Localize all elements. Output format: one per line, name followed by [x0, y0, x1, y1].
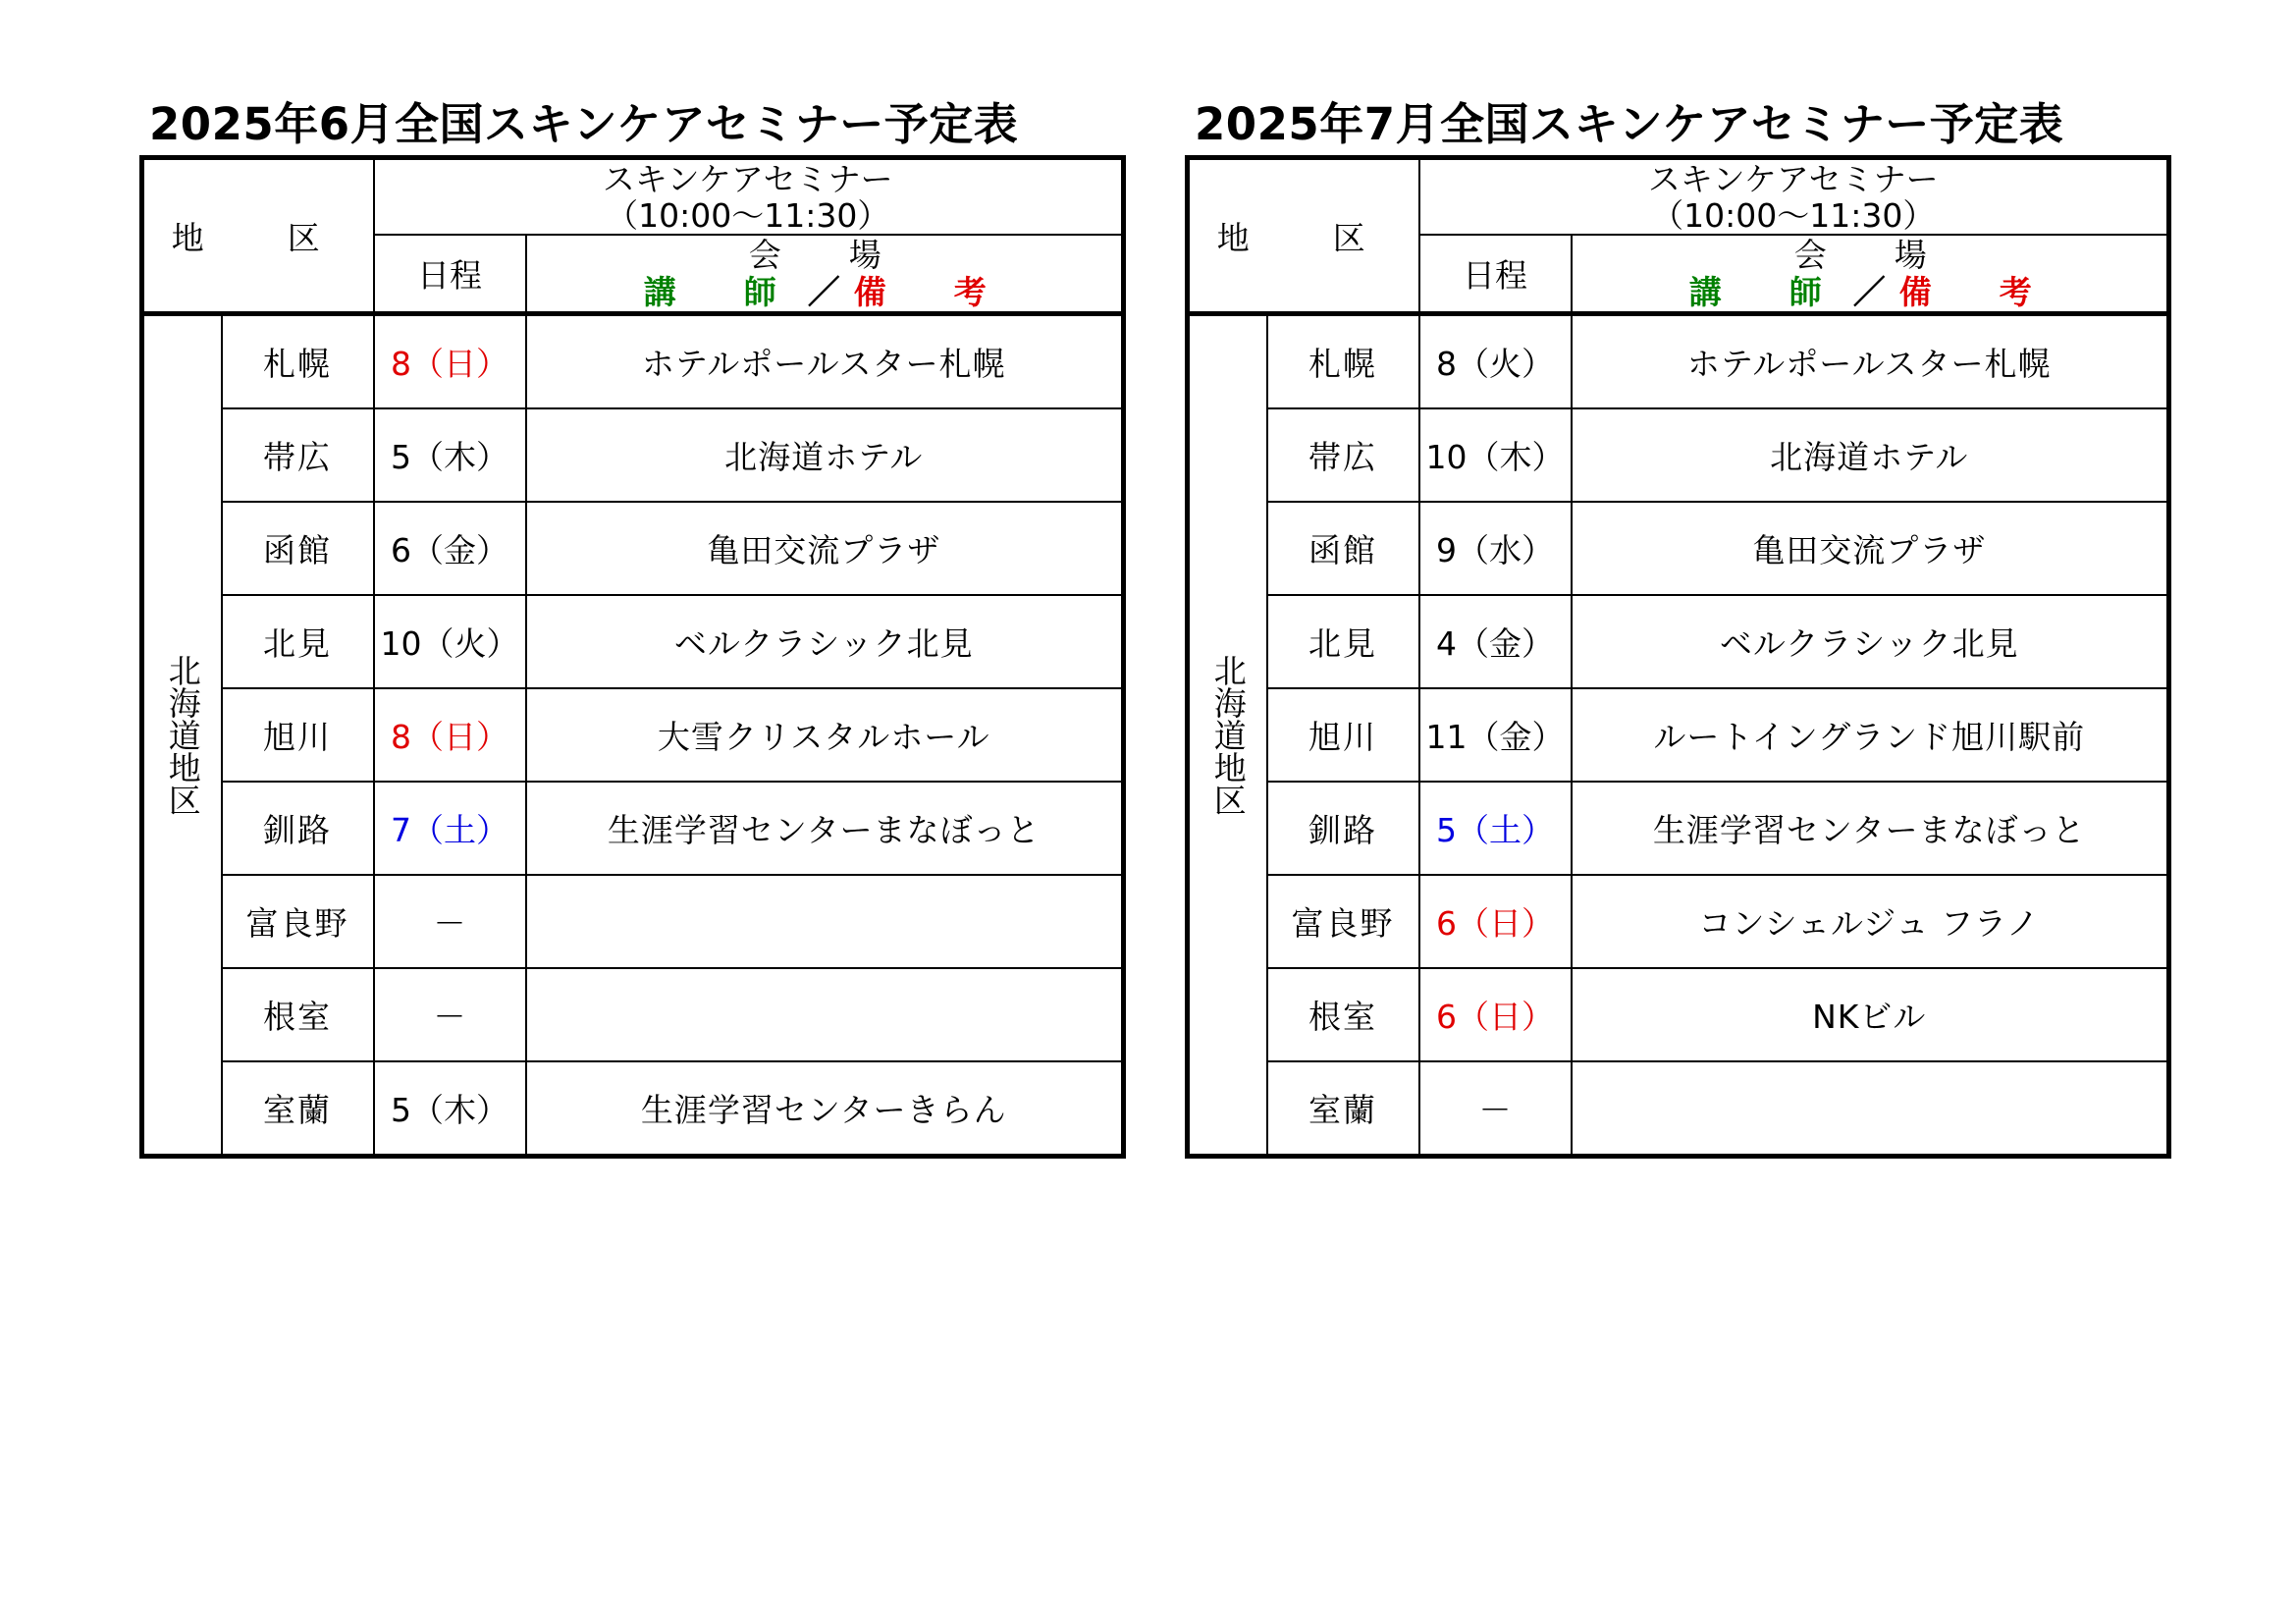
date-cell: 4（金）: [1419, 595, 1572, 688]
date-cell: 8（火）: [1419, 314, 1572, 409]
venue-cell: ベルクラシック北見: [1572, 595, 2169, 688]
city-cell: 室蘭: [1267, 1061, 1419, 1157]
date-cell: 6（日）: [1419, 968, 1572, 1061]
remarks-label: 備 考: [853, 272, 1004, 311]
venue-header-label: 会 場: [1793, 235, 1945, 274]
city-cell: 函館: [1267, 502, 1419, 595]
table-row: [142, 314, 1124, 409]
city-cell: 富良野: [1267, 875, 1419, 968]
seminar-header-name: スキンケアセミナー: [602, 159, 893, 198]
city-cell: 根室: [1267, 968, 1419, 1061]
city-cell: 帯広: [222, 408, 374, 502]
city-cell: 北見: [1267, 595, 1419, 688]
table-row: [142, 968, 1124, 1061]
venue-cell: 生涯学習センターまなぼっと: [526, 782, 1124, 875]
city-cell: 札幌: [1267, 314, 1419, 409]
table-row: [1188, 595, 2169, 688]
table-row: [1188, 502, 2169, 595]
venue-cell: ホテルポールスター札幌: [526, 314, 1124, 409]
area-header: 地 区: [1188, 158, 1419, 314]
venue-cell: 大雪クリスタルホール: [526, 688, 1124, 782]
lecturer-remarks-header: [644, 273, 1004, 311]
region-label: 北海道地区: [142, 314, 222, 1157]
seminar-header-time: （10:00～11:30）: [1651, 195, 1936, 235]
table-row: [1188, 314, 2169, 409]
venue-header: [526, 235, 1124, 314]
table-row: [142, 782, 1124, 875]
venue-cell: 北海道ホテル: [1572, 408, 2169, 502]
table-row: [142, 1061, 1124, 1157]
seminar-header: [374, 158, 1124, 236]
venue-cell: コンシェルジュ フラノ: [1572, 875, 2169, 968]
date-cell: 9（水）: [1419, 502, 1572, 595]
schedule-table: [1185, 155, 2171, 1159]
venue-cell: 生涯学習センターまなぼっと: [1572, 782, 2169, 875]
date-header: 日程: [1419, 235, 1572, 314]
city-cell: 函館: [222, 502, 374, 595]
venue-cell: [526, 968, 1124, 1061]
date-cell: 10（木）: [1419, 408, 1572, 502]
date-cell: 10（火）: [374, 595, 526, 688]
schedule-title: 2025年7月全国スキンケアセミナー予定表: [1195, 98, 2064, 150]
venue-cell: [526, 875, 1124, 968]
date-header: 日程: [374, 235, 526, 314]
venue-cell: [1572, 1061, 2169, 1157]
schedule-title: 2025年6月全国スキンケアセミナー予定表: [149, 98, 1019, 150]
city-cell: 旭川: [222, 688, 374, 782]
date-cell: 5（木）: [374, 1061, 526, 1157]
region-label: 北海道地区: [1188, 314, 1267, 1157]
seminar-header-name: スキンケアセミナー: [1647, 159, 1939, 198]
venue-cell: ルートイングランド旭川駅前: [1572, 688, 2169, 782]
date-cell: 8（日）: [374, 314, 526, 409]
table-row: [1188, 1061, 2169, 1157]
venue-cell: NKビル: [1572, 968, 2169, 1061]
city-cell: 北見: [222, 595, 374, 688]
table-row: [1188, 688, 2169, 782]
table-row: [142, 875, 1124, 968]
city-cell: 根室: [222, 968, 374, 1061]
date-cell: 11（金）: [1419, 688, 1572, 782]
date-cell: 5（木）: [374, 408, 526, 502]
slash-separator: ／: [807, 272, 840, 311]
venue-cell: ベルクラシック北見: [526, 595, 1124, 688]
table-row: [1188, 782, 2169, 875]
table-row: [142, 595, 1124, 688]
date-cell: －: [374, 968, 526, 1061]
table-row: [1188, 968, 2169, 1061]
table-row: [142, 408, 1124, 502]
date-cell: 6（金）: [374, 502, 526, 595]
city-cell: 富良野: [222, 875, 374, 968]
seminar-header: [1419, 158, 2169, 236]
city-cell: 旭川: [1267, 688, 1419, 782]
venue-header-label: 会 場: [748, 235, 899, 274]
lecturer-label: 講 師: [1688, 272, 1840, 311]
date-cell: －: [1419, 1061, 1572, 1157]
table-row: [142, 502, 1124, 595]
schedule-table: [139, 155, 1126, 1159]
table-row: [1188, 408, 2169, 502]
city-cell: 釧路: [222, 782, 374, 875]
schedule-july: [1185, 98, 2166, 1159]
venue-cell: 生涯学習センターきらん: [526, 1061, 1124, 1157]
date-cell: 7（土）: [374, 782, 526, 875]
date-cell: 6（日）: [1419, 875, 1572, 968]
seminar-header-time: （10:00～11:30）: [606, 195, 890, 235]
area-header: 地 区: [142, 158, 374, 314]
date-cell: 5（土）: [1419, 782, 1572, 875]
schedule-june: [139, 98, 1121, 1159]
venue-header: [1572, 235, 2169, 314]
city-cell: 釧路: [1267, 782, 1419, 875]
lecturer-label: 講 師: [643, 272, 794, 311]
city-cell: 帯広: [1267, 408, 1419, 502]
date-cell: 8（日）: [374, 688, 526, 782]
city-cell: 室蘭: [222, 1061, 374, 1157]
table-row: [1188, 875, 2169, 968]
venue-cell: 亀田交流プラザ: [526, 502, 1124, 595]
venue-cell: 亀田交流プラザ: [1572, 502, 2169, 595]
lecturer-remarks-header: [1689, 273, 2050, 311]
venue-cell: ホテルポールスター札幌: [1572, 314, 2169, 409]
venue-cell: 北海道ホテル: [526, 408, 1124, 502]
remarks-label: 備 考: [1898, 272, 2050, 311]
slash-separator: ／: [1852, 272, 1886, 311]
date-cell: －: [374, 875, 526, 968]
table-row: [142, 688, 1124, 782]
city-cell: 札幌: [222, 314, 374, 409]
